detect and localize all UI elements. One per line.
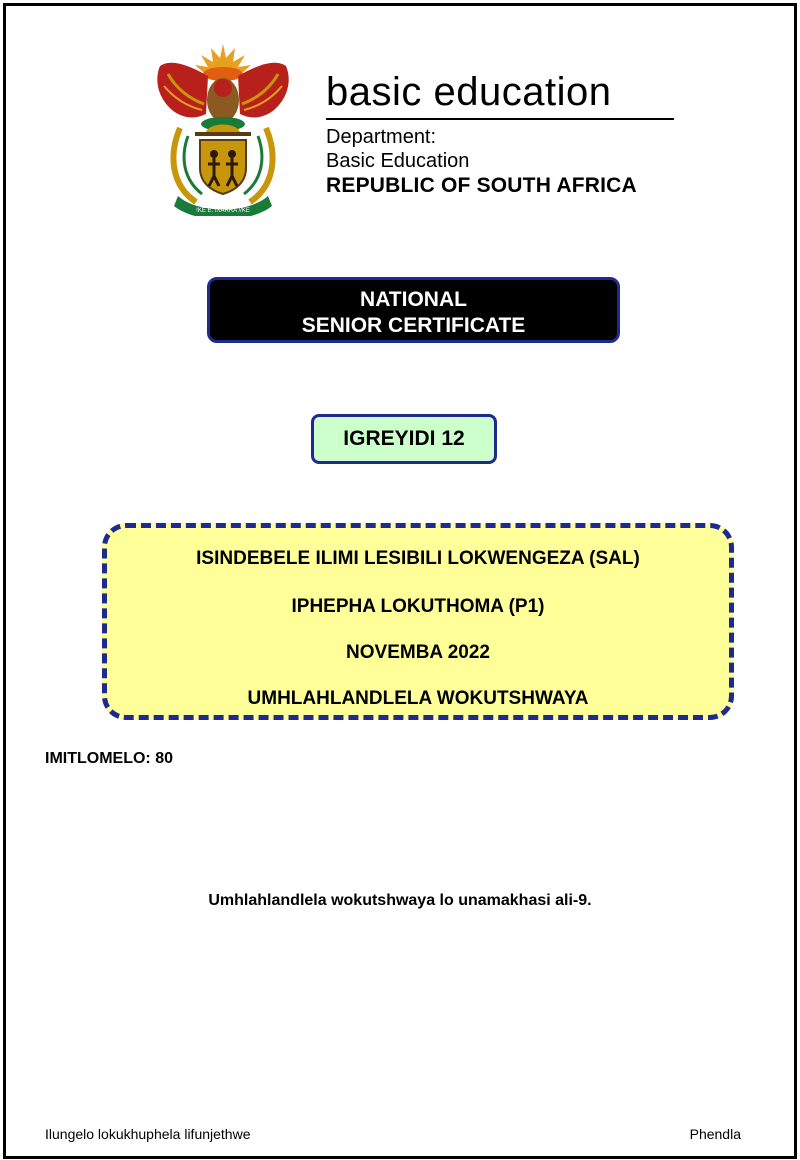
brand-divider xyxy=(326,118,674,120)
certificate-line-2: SENIOR CERTIFICATE xyxy=(301,314,526,337)
certificate-banner xyxy=(207,277,620,343)
motto-text: !KE E: /XARRA //KE xyxy=(196,208,250,214)
department-name: Basic Education xyxy=(326,150,470,172)
turn-over-note: Phendla xyxy=(689,1126,741,1142)
copyright-notice: Ilungelo lokukhuphela lifunjethwe xyxy=(45,1126,251,1142)
document-type: UMHLAHLANDLELA WOKUTSHWAYA xyxy=(247,688,589,709)
brand-title: basic education xyxy=(326,70,612,114)
coat-of-arms-icon xyxy=(150,36,296,216)
exam-date: NOVEMBA 2022 xyxy=(346,642,490,663)
country-name: REPUBLIC OF SOUTH AFRICA xyxy=(326,174,637,197)
grade-badge: IGREYIDI 12 xyxy=(311,414,497,464)
department-header xyxy=(326,68,676,199)
subject-panel xyxy=(102,523,734,720)
total-marks: IMITLOMELO: 80 xyxy=(45,750,173,767)
paper-title: IPHEPHA LOKUTHOMA (P1) xyxy=(291,596,545,617)
certificate-line-1: NATIONAL xyxy=(360,288,467,311)
page-count-note: Umhlahlandlela wokutshwaya lo unamakhasi ali-9. xyxy=(208,892,592,909)
shield-icon xyxy=(200,140,246,194)
department-label: Department: xyxy=(326,126,437,148)
subject-title: ISINDEBELE ILIMI LESIBILI LOKWENGEZA (SAL) xyxy=(196,548,640,569)
coat-of-arms-logo xyxy=(150,36,296,216)
